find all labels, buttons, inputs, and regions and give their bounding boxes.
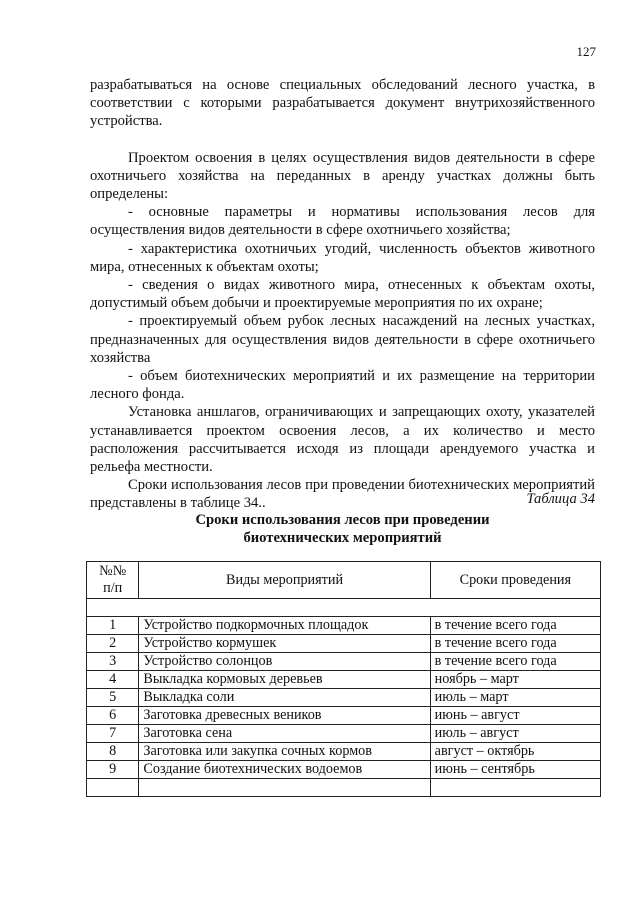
table-row bbox=[87, 671, 601, 689]
list-item-wildlife: - сведения о видах животного мира, отнесенных к объектам охоты, допустимый объем добычи и проектируемые мероприятия по их охране; bbox=[90, 277, 595, 312]
table-row bbox=[87, 707, 601, 725]
table-row bbox=[87, 653, 601, 671]
table-cell-name: Создание биотехнических водоемов bbox=[139, 761, 430, 779]
table-empty-row bbox=[87, 779, 601, 797]
table-cell-name: Заготовка древесных веников bbox=[139, 707, 430, 725]
table-cell-name: Выкладка кормовых деревьев bbox=[139, 671, 430, 689]
table-cell-num: 3 bbox=[87, 653, 139, 671]
table-cell-num: 2 bbox=[87, 635, 139, 653]
table-cell-num: 5 bbox=[87, 689, 139, 707]
table-cell bbox=[430, 779, 600, 797]
table-title-line: Сроки использования лесов при проведении bbox=[195, 512, 490, 528]
table-header-row bbox=[87, 562, 601, 599]
table-row bbox=[87, 725, 601, 743]
table-caption: Таблица 34 bbox=[526, 491, 595, 507]
page-number: 127 bbox=[576, 44, 596, 59]
table-cell-name: Заготовка сена bbox=[139, 725, 430, 743]
table-cell-num: 8 bbox=[87, 743, 139, 761]
table-cell-term: в течение всего года bbox=[430, 653, 600, 671]
table-cell bbox=[87, 779, 139, 797]
biotechnical-measures-table bbox=[86, 561, 601, 797]
table-cell-num: 6 bbox=[87, 707, 139, 725]
table-cell-name: Устройство кормушек bbox=[139, 635, 430, 653]
table-cell-term: в течение всего года bbox=[430, 617, 600, 635]
list-item-parameters: - основные параметры и нормативы использования лесов для осуществления видов деятельности в сфере охотничьего хозяйства; bbox=[90, 204, 595, 239]
table-cell-num: 7 bbox=[87, 725, 139, 743]
paragraph-signs: Установка аншлагов, ограничивающих и запрещающих охоту, указателей устанавливается проектом освоения лесов, а их количество и место расположения рассчитывается исходя из площади арендуемого участка и рельефа местности. bbox=[90, 404, 595, 476]
table-row bbox=[87, 617, 601, 635]
table-title bbox=[90, 511, 595, 547]
table-cell-term: июль – август bbox=[430, 725, 600, 743]
paragraph-table-ref: Сроки использования лесов при проведении биотехнических мероприятий представлены в таблице 34.. bbox=[90, 477, 595, 512]
paragraph-intro: Проектом освоения в целях осуществления видов деятельности в сфере охотничьего хозяйства на переданных в аренду участках должны быть определены: bbox=[90, 149, 595, 203]
table-cell bbox=[87, 599, 601, 617]
table-title-line: биотехнических мероприятий bbox=[243, 530, 442, 546]
list-item-biotechnical: - объем биотехнических мероприятий и их размещение на территории лесного фонда. bbox=[90, 368, 595, 403]
table-cell-term: июнь – сентябрь bbox=[430, 761, 600, 779]
table-cell-name: Заготовка или закупка сочных кормов bbox=[139, 743, 430, 761]
header-name: Виды мероприятий bbox=[139, 562, 430, 599]
table-cell-name: Устройство подкормочных площадок bbox=[139, 617, 430, 635]
body-text bbox=[90, 76, 595, 513]
table-cell-num: 4 bbox=[87, 671, 139, 689]
table-cell-num: 1 bbox=[87, 617, 139, 635]
paragraph-continuation: разрабатываться на основе специальных обследований лесного участка, в соответствии с которыми разрабатывается документ внутрихозяйственного устройства. bbox=[90, 77, 595, 130]
table-cell-name: Выкладка соли bbox=[139, 689, 430, 707]
table-row bbox=[87, 761, 601, 779]
table-row bbox=[87, 635, 601, 653]
table-spacer-row bbox=[87, 599, 601, 617]
table-cell-name: Устройство солонцов bbox=[139, 653, 430, 671]
table-row bbox=[87, 689, 601, 707]
table-cell-term: август – октябрь bbox=[430, 743, 600, 761]
table-cell-num: 9 bbox=[87, 761, 139, 779]
table-cell-term: июль – март bbox=[430, 689, 600, 707]
header-term: Сроки проведения bbox=[430, 562, 600, 599]
list-item-characteristics: - характеристика охотничьих угодий, численность объектов животного мира, отнесенных к объектам охоты; bbox=[90, 240, 595, 275]
table-row bbox=[87, 743, 601, 761]
table-cell bbox=[139, 779, 430, 797]
table-cell-term: ноябрь – март bbox=[430, 671, 600, 689]
table-cell-term: в течение всего года bbox=[430, 635, 600, 653]
list-item-felling: - проектируемый объем рубок лесных насаждений на лесных участках, предназначенных для осуществления видов деятельности в сфере охотничьего хозяйства bbox=[90, 313, 595, 366]
table-cell-term: июнь – август bbox=[430, 707, 600, 725]
header-num: №№ п/п bbox=[87, 562, 139, 599]
